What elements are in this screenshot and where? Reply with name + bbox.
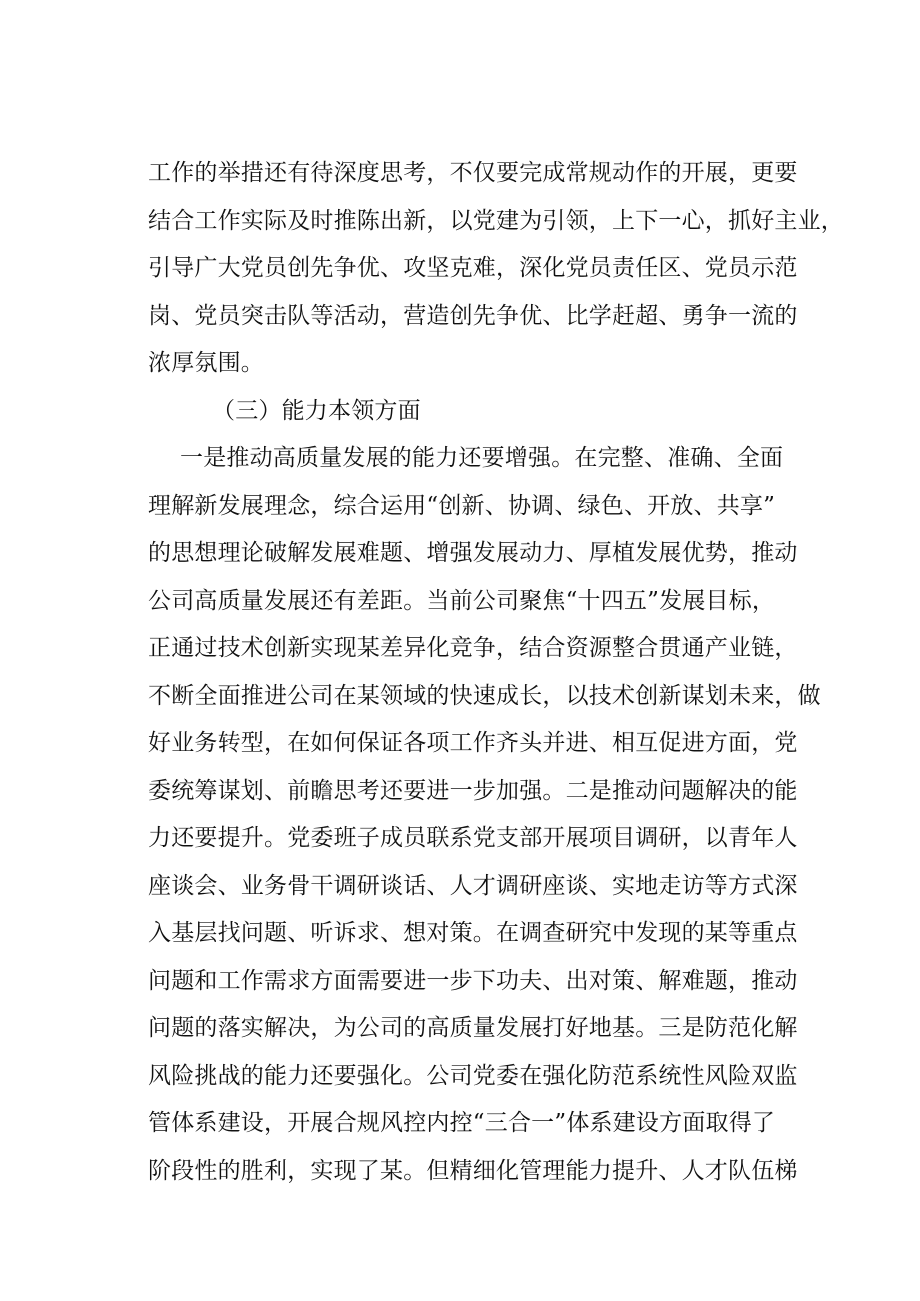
text-line: 入基层找问题、听诉求、想对策。在调查研究中发现的某等重点 [148,920,798,946]
text-line: 风险挑战的能力还要强化。公司党委在强化防范系统性风险双监 [148,1062,798,1089]
text-line: 一是推动高质量发展的能力还要增强。在完整、准确、全面 [180,445,784,471]
section-heading: （三）能力本领方面 [212,397,421,424]
text-line: 好业务转型，在如何保证各项工作齐头并进、相互促进方面，党 [148,730,798,756]
text-line: 座谈会、业务骨干调研谈话、人才调研座谈、实地走访等方式深 [148,872,798,899]
text-line: 问题的落实解决，为公司的高质量发展打好地基。三是防范化解 [148,1015,798,1041]
text-line: 岗、党员突击队等活动，营造创先争优、比学赶超、勇争一流的 [148,302,798,329]
text-line: 工作的举措还有待深度思考，不仅要完成常规动作的开展，更要 [148,160,798,186]
text-line: 正通过技术创新实现某差异化竞争，结合资源整合贯通产业链， [148,635,798,661]
text-line: 引导广大党员创先争优、攻坚克难，深化党员责任区、党员示范 [148,255,798,281]
text-line: 委统筹谋划、前瞻思考还要进一步加强。二是推动问题解决的能 [148,777,798,804]
text-line: 理解新发展理念，综合运用“创新、协调、绿色、开放、共享” [148,492,776,519]
text-line: 结合工作实际及时推陈出新，以党建为引领，上下一心，抓好主业， [148,207,844,234]
document-body [148,150,844,1195]
text-line: 公司高质量发展还有差距。当前公司聚焦“十四五”发展目标， [148,587,776,614]
text-line: 浓厚氛围。 [148,350,264,376]
text-line: 阶段性的胜利，实现了某。但精细化管理能力提升、人才队伍梯 [148,1157,798,1184]
text-line: 问题和工作需求方面需要进一步下功夫、出对策、解难题，推动 [148,967,798,994]
text-line: 管体系建设，开展合规风控内控“三合一”体系建设方面取得了 [148,1110,776,1136]
text-line: 不断全面推进公司在某领域的快速成长，以技术创新谋划未来，做 [148,682,821,709]
text-line: 的思想理论破解发展难题、增强发展动力、厚植发展优势，推动 [148,540,798,566]
text-line: 力还要提升。党委班子成员联系党支部开展项目调研，以青年人 [148,825,798,851]
